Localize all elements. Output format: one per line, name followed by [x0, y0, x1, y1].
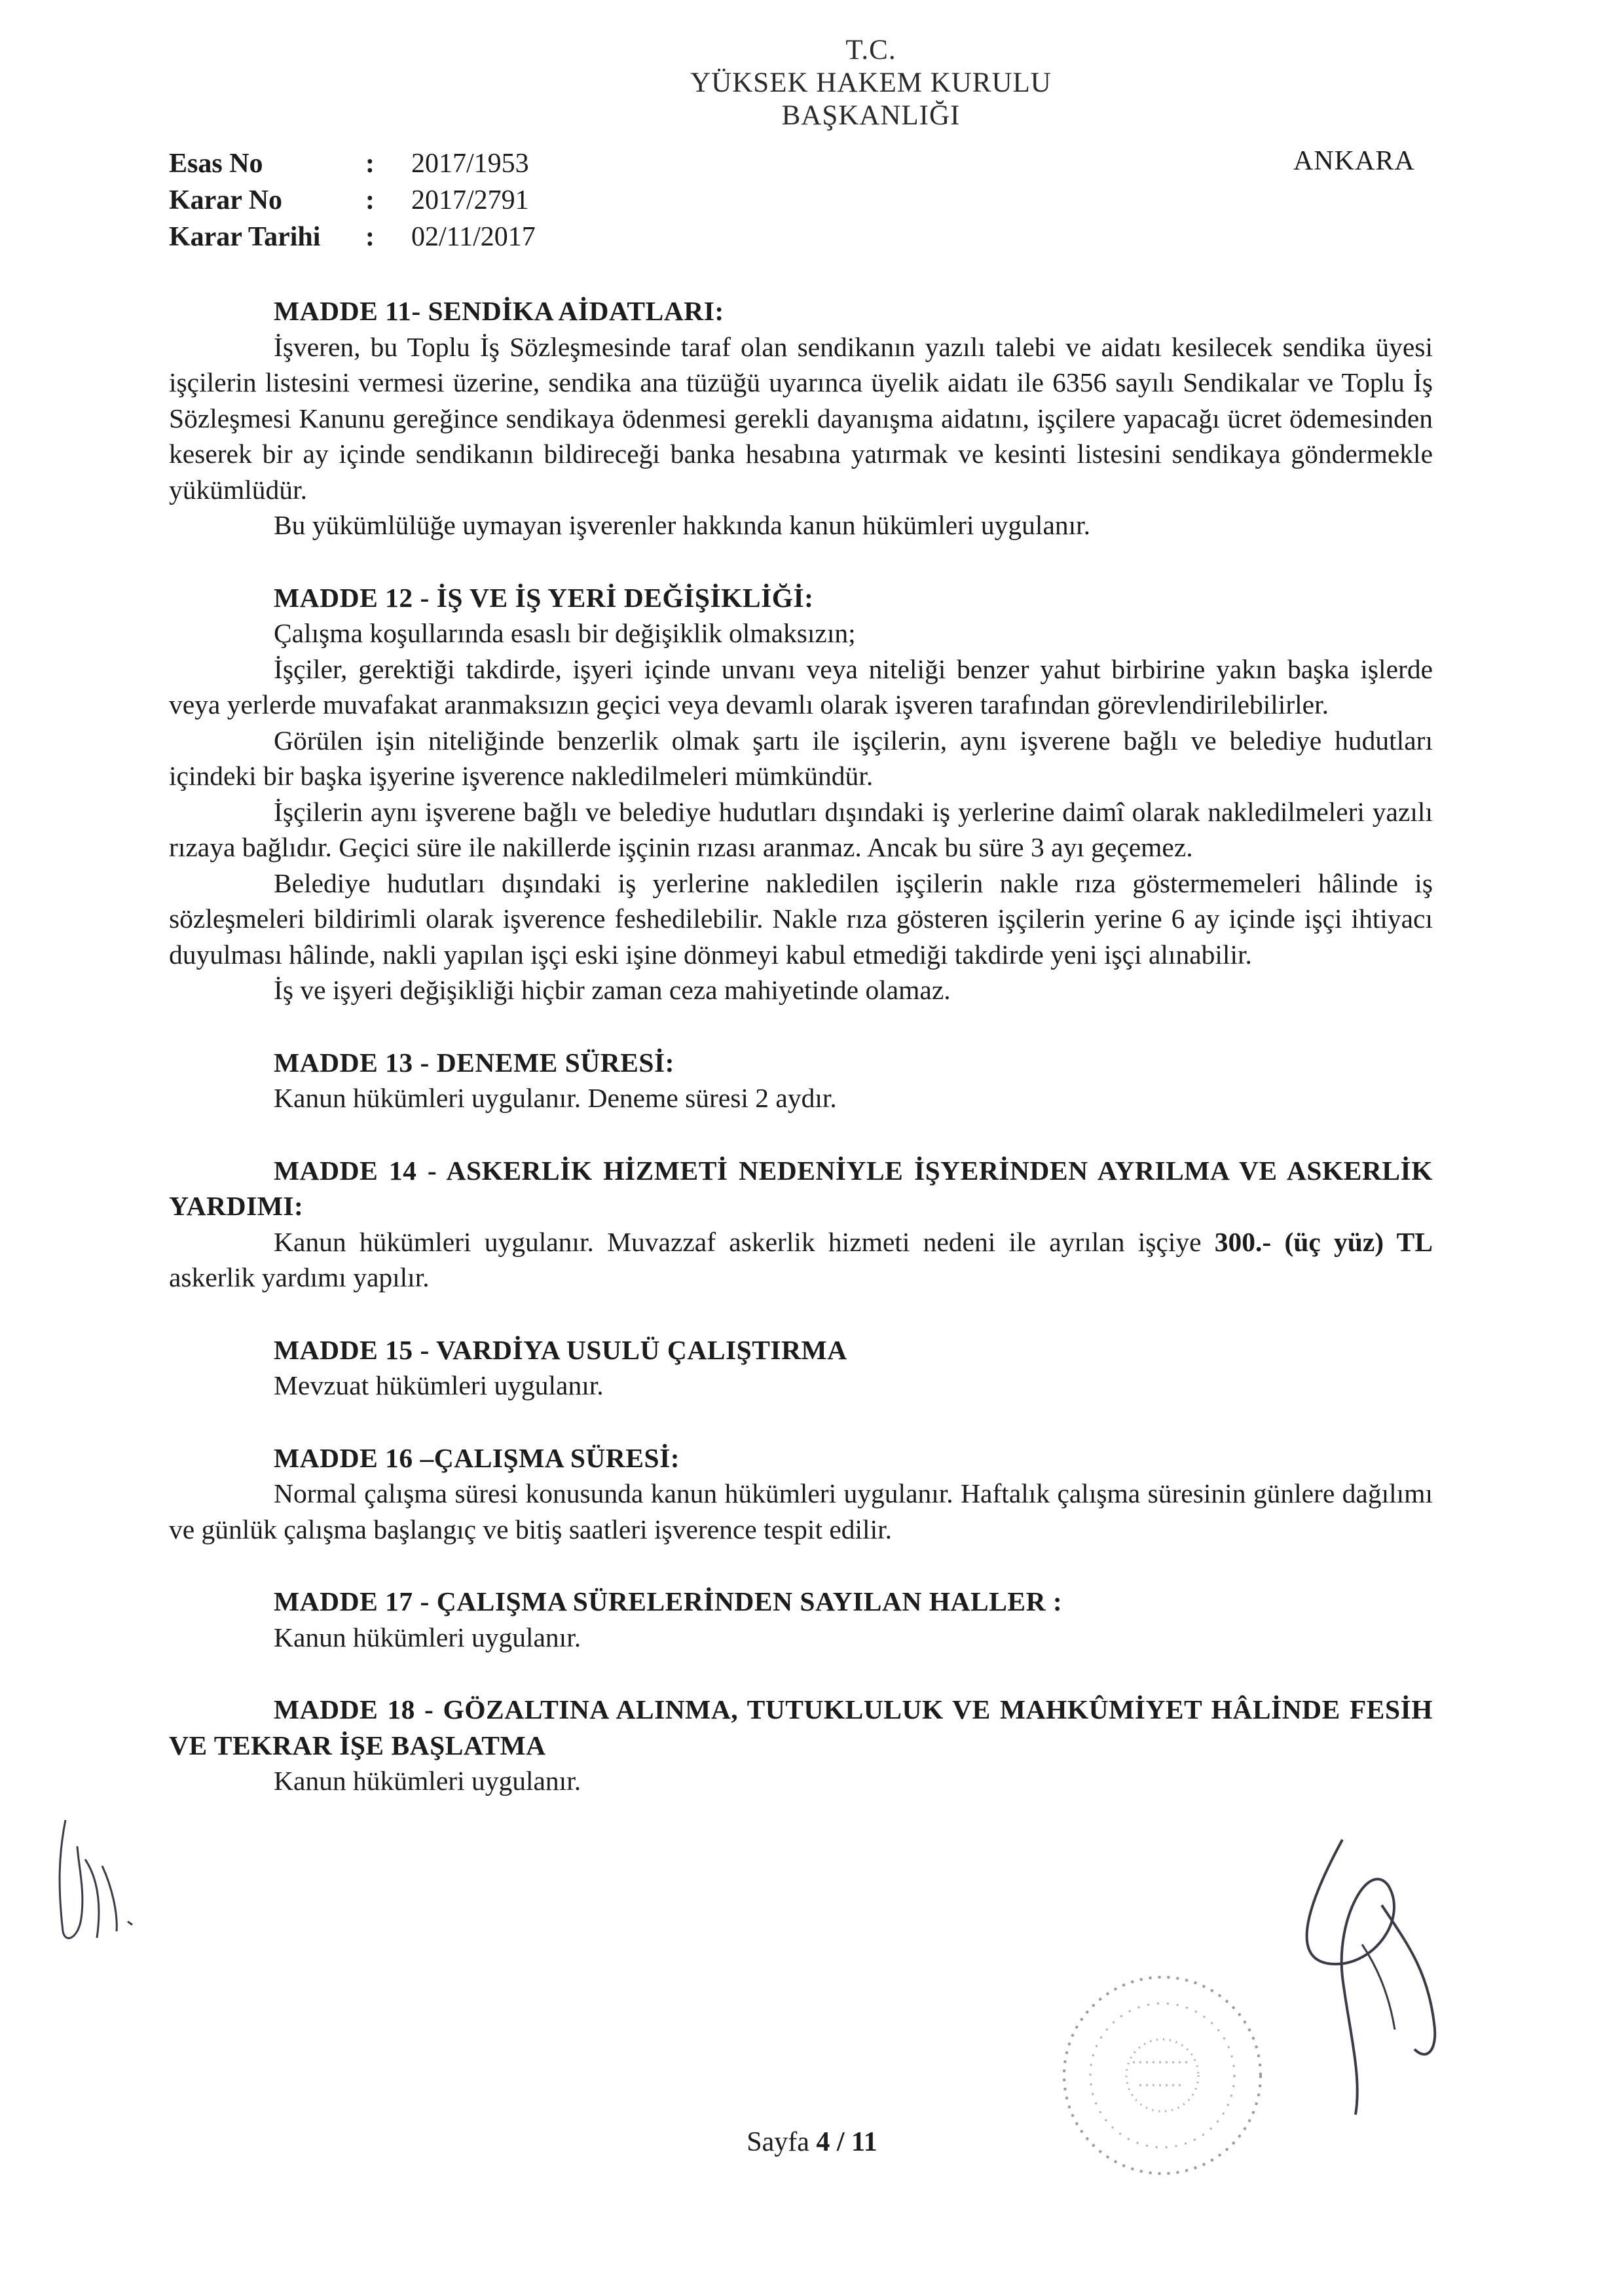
section-madde-11: [169, 293, 1433, 543]
paragraph: İş ve işyeri değişikliği hiçbir zaman ceza mahiyetinde olamaz.: [274, 975, 951, 1005]
page-number: 4 / 11: [816, 2127, 877, 2157]
paragraph: Normal çalışma süresi konusunda kanun hükümleri uygulanır. Haftalık çalışma süresinin günlere dağılımı ve günlük çalışma başlangıç ve bitiş saatleri işverence tespit edilir.: [169, 1478, 1433, 1544]
section-madde-17: [169, 1584, 1433, 1655]
section-heading: MADDE 14 - ASKERLİK HİZMETİ NEDENİYLE İŞYERİNDEN AYRILMA VE ASKERLİK YARDIMI:: [169, 1155, 1433, 1221]
section-heading: MADDE 17 - ÇALIŞMA SÜRELERİNDEN SAYILAN HALLER :: [274, 1586, 1063, 1616]
paragraph: Bu yükümlülüğe uymayan işverenler hakkında kanun hükümleri uygulanır.: [274, 510, 1091, 540]
issuer-header: [0, 34, 1624, 132]
paragraph: Kanun hükümleri uygulanır.: [274, 1622, 581, 1652]
section-madde-16: [169, 1440, 1433, 1548]
city-label: ANKARA: [1293, 146, 1415, 176]
paragraph: İşçiler, gerektiği takdirde, işyeri içinde unvanı veya niteliği benzer yahut birbirine yakın başka işlerde veya yerlerde muvafakat aranmaksızın geçici veya devamlı olarak işveren tarafından görevlendirilebilirler.: [169, 653, 1433, 720]
section-heading: MADDE 18 - GÖZALTINA ALINMA, TUTUKLULUK VE MAHKÛMİYET HÂLİNDE FESİH VE TEKRAR İŞE BAŞLATMA: [169, 1694, 1433, 1760]
paragraph: [169, 1224, 1433, 1296]
handwritten-signature-right: [1264, 1813, 1473, 2121]
header-line-presidency: BAŞKANLIĞI: [781, 100, 961, 131]
meta-label: Esas No: [169, 149, 263, 179]
meta-value: 02/11/2017: [411, 222, 536, 252]
meta-row-karar-tarihi: [169, 219, 536, 255]
section-heading: MADDE 16 –ÇALIŞMA SÜRESİ:: [274, 1442, 680, 1473]
paragraph: Belediye hudutları dışındaki iş yerlerine nakledilen işçilerin nakle rıza göstermemeleri hâlinde iş sözleşmeleri bildirimli olarak işverence feshedilebilir. Nakle rıza gösteren işçilerin yerine 6 ay içinde işçi ihtiyacı duyulması hâlinde, nakli yapılan işçi eski işine dönmeyi kabul etmediği takdirde yeni işçi alınabilir.: [169, 867, 1433, 970]
section-heading: MADDE 12 - İŞ VE İŞ YERİ DEĞİŞİKLİĞİ:: [274, 582, 814, 613]
aid-amount: 300.- (üç yüz) TL: [1214, 1226, 1433, 1257]
meta-label: Karar No: [169, 185, 283, 215]
meta-separator: :: [365, 149, 375, 179]
paragraph: İşçilerin aynı işverene bağlı ve belediye hudutları dışındaki iş yerlerine daimî olarak nakledilmeleri yazılı rızaya bağlıdır. Geçici süre ile nakillerde işçinin rızası aranmaz. Ancak bu süre 3 ayı geçemez.: [169, 796, 1433, 862]
section-madde-18: [169, 1692, 1433, 1799]
meta-value: 2017/2791: [411, 185, 529, 215]
meta-label: Karar Tarihi: [169, 222, 321, 252]
paragraph-text: askerlik yardımı yapılır.: [169, 1262, 430, 1292]
paragraph: Kanun hükümleri uygulanır. Deneme süresi 2 aydır.: [274, 1083, 837, 1113]
paragraph: Mevzuat hükümleri uygulanır.: [274, 1370, 604, 1400]
section-heading: MADDE 11- SENDİKA AİDATLARI:: [274, 296, 724, 326]
meta-row-karar: [169, 182, 536, 219]
section-heading: MADDE 15 - VARDİYA USULÜ ÇALIŞTIRMA: [274, 1334, 847, 1365]
paragraph-text: Kanun hükümleri uygulanır. Muvazzaf askerlik hizmeti nedeni ile ayrılan işçiye: [274, 1226, 1215, 1257]
page-label: Sayfa: [747, 2127, 817, 2157]
paragraph: İşveren, bu Toplu İş Sözleşmesinde taraf olan sendikanın yazılı talebi ve aidatı kesilecek sendika üyesi işçilerin listesini vermesi üzerine, sendika ana tüzüğü uyarınca üyelik aidatı ile 6356 sayılı Sendikalar ve Toplu İş Sözleşmesi Kanunu gereğince sendikaya ödenmesi gerekli dayanışma aidatını, işçilere yapacağı ücret ödemesinden keserek bir ay içinde sendikanın bildireceği banka hesabına yatırmak ve kesinti listesini sendikaya göndermekle yükümlüdür.: [169, 331, 1433, 505]
paragraph: Görülen işin niteliğinde benzerlik olmak şartı ile işçilerin, aynı işverene bağlı ve belediye hudutları içindeki bir başka işyerine işverence nakledilmeleri mümkündür.: [169, 725, 1433, 791]
header-line-tc: T.C.: [845, 35, 896, 65]
header-line-institution: YÜKSEK HAKEM KURULU: [690, 67, 1052, 98]
section-madde-12: [169, 580, 1433, 1008]
meta-separator: :: [365, 185, 375, 215]
case-metadata: [169, 145, 536, 255]
section-madde-14: [169, 1153, 1433, 1296]
paragraph: Çalışma koşullarında esaslı bir değişiklik olmaksızın;: [274, 618, 856, 648]
meta-separator: :: [365, 222, 375, 252]
initials-signature-left: [39, 1807, 144, 1958]
paragraph: Kanun hükümleri uygulanır.: [274, 1766, 581, 1796]
page-footer: [0, 2126, 1624, 2158]
section-heading: MADDE 13 - DENEME SÜRESİ:: [274, 1047, 674, 1078]
document-body: [169, 293, 1433, 1799]
section-madde-13: [169, 1045, 1433, 1116]
meta-row-esas: [169, 145, 536, 182]
meta-value: 2017/1953: [411, 149, 529, 179]
section-madde-15: [169, 1332, 1433, 1404]
